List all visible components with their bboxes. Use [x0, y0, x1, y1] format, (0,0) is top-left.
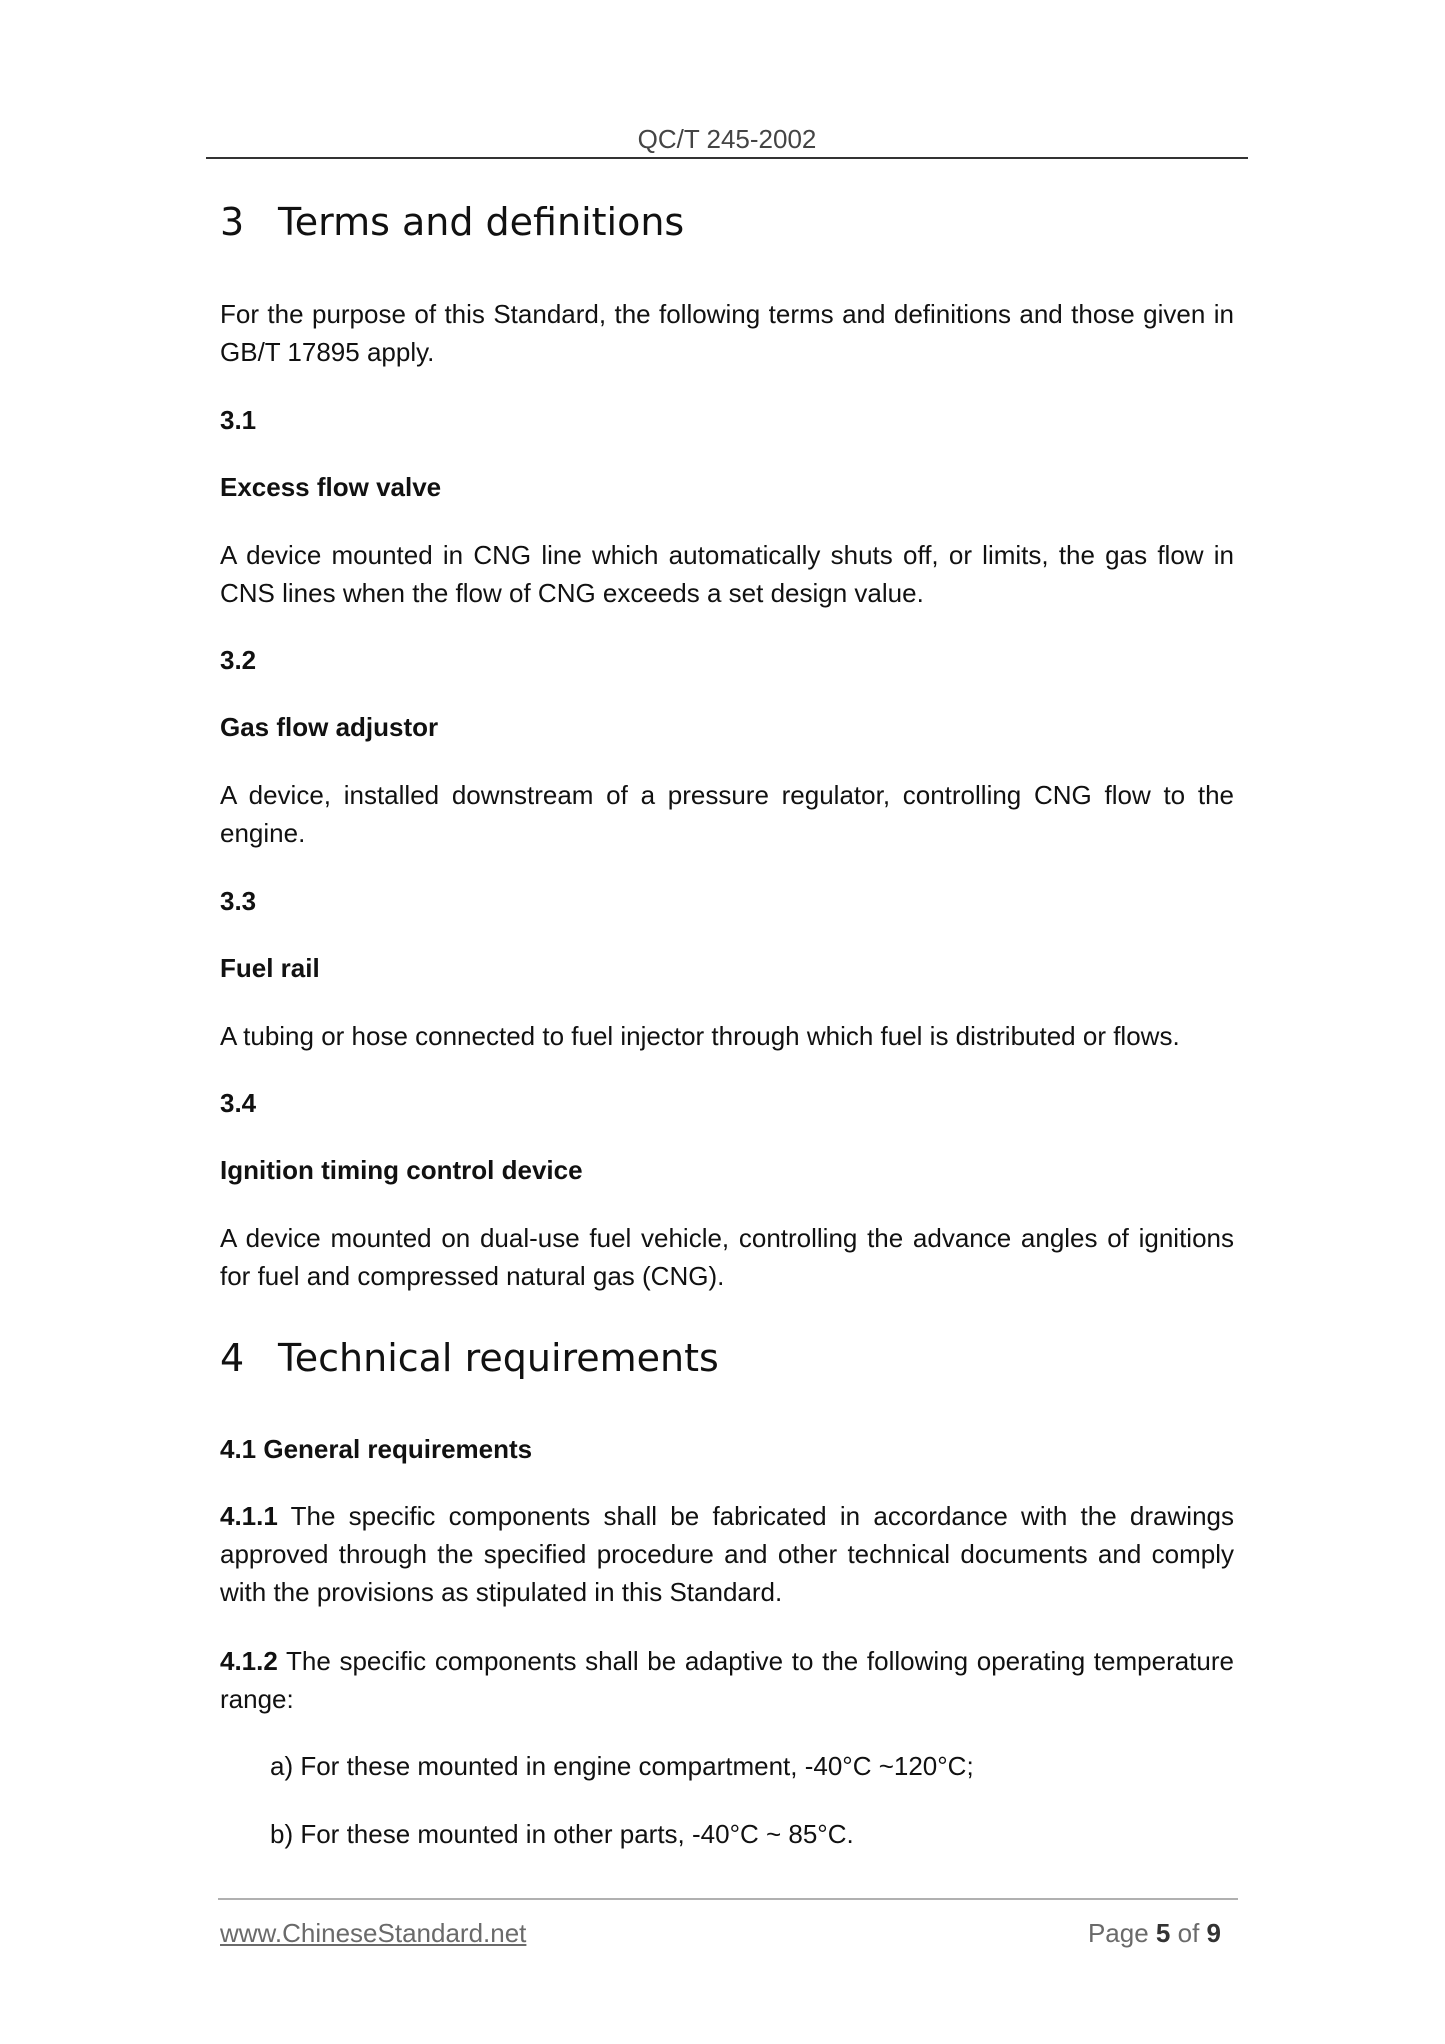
- section-4-heading: [220, 1336, 719, 1380]
- list-item: a) For these mounted in engine compartment, -40°C ~120°C;: [270, 1751, 974, 1781]
- term-number: 3.1: [220, 405, 257, 435]
- clause-4-1-2-number: 4.1.2: [220, 1646, 278, 1676]
- clause-4-1-1-number: 4.1.1: [220, 1501, 278, 1531]
- subsection-4-1-title: 4.1 General requirements: [220, 1434, 533, 1464]
- term-title: Ignition timing control device: [220, 1155, 583, 1185]
- clause-4-1-2-text: The specific components shall be adaptive to the following operating temperature range:: [220, 1646, 1234, 1714]
- header-doc-code: QC/T 245-2002: [637, 124, 817, 154]
- page-total: 9: [1206, 1918, 1221, 1948]
- term-definition: A device mounted on dual-use fuel vehicle, controlling the advance angles of ignitions for fuel and compressed natural gas (CNG).: [220, 1223, 1234, 1291]
- page-current: 5: [1155, 1918, 1171, 1948]
- section-3-intro: For the purpose of this Standard, the following terms and definitions and those given in GB/T 17895 apply.: [220, 299, 1234, 367]
- section-3-heading: [220, 200, 684, 244]
- term-title: Excess flow valve: [220, 472, 442, 502]
- footer-divider: [218, 1898, 1238, 1900]
- page-of: of: [1177, 1918, 1200, 1948]
- term-title: Fuel rail: [220, 953, 320, 983]
- list-item: b) For these mounted in other parts, -40°C ~ 85°C.: [270, 1819, 854, 1849]
- footer-page-number: [1088, 1918, 1221, 1949]
- term-definition: A device mounted in CNG line which automatically shuts off, or limits, the gas flow in CNS lines when the flow of CNG exceeds a set design value.: [220, 540, 1234, 608]
- header-divider: [206, 157, 1248, 159]
- clause-4-1-1: [220, 1497, 1234, 1611]
- term-title: Gas flow adjustor: [220, 712, 439, 742]
- section-4-number: 4: [220, 1336, 245, 1380]
- clause-4-1-1-text: The specific components shall be fabricated in accordance with the drawings approved through the specified procedure and other technical documents and comply with the provisions as stipulated in this Standard.: [220, 1501, 1234, 1607]
- term-definition: A tubing or hose connected to fuel injector through which fuel is distributed or flows.: [220, 1021, 1180, 1051]
- section-3-title: Terms and definitions: [278, 200, 685, 244]
- term-number: 3.4: [220, 1088, 257, 1118]
- term-number: 3.2: [220, 645, 257, 675]
- page-word: Page: [1087, 1918, 1149, 1948]
- section-4-title: Technical requirements: [278, 1336, 719, 1380]
- section-3-number: 3: [220, 200, 245, 244]
- term-number: 3.3: [220, 886, 257, 916]
- footer-site-link[interactable]: www.ChineseStandard.net: [220, 1918, 527, 1948]
- term-definition: A device, installed downstream of a pressure regulator, controlling CNG flow to the engine.: [220, 780, 1234, 848]
- clause-4-1-2: [220, 1642, 1234, 1718]
